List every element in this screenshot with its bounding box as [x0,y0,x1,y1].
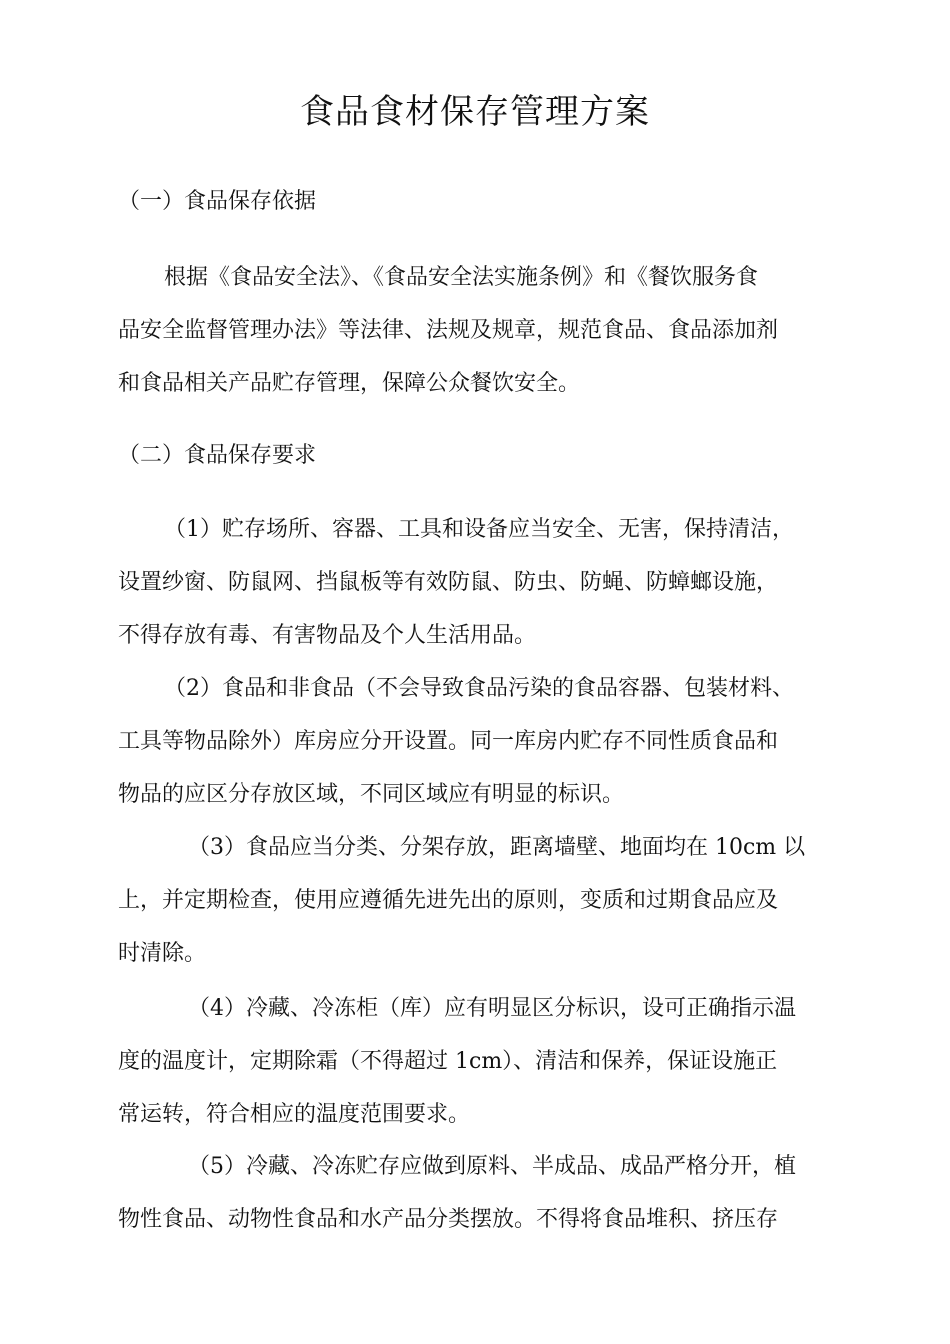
document-title: 食品食材保存管理方案 [300,92,650,132]
paragraph-line: （4）冷藏、冷冻柜（库）应有明显区分标识，设可正确指示温 [188,996,796,1021]
paragraph-line: 物性食品、动物性食品和水产品分类摆放。不得将食品堆积、挤压存 [118,1207,779,1232]
paragraph-requirement-5 [118,1140,832,1246]
section-heading-basis: （一）食品保存依据 [118,189,317,214]
paragraph-line: （1）贮存场所、容器、工具和设备应当安全、无害，保持清洁， [164,517,794,542]
paragraph-line: 不得存放有毒、有害物品及个人生活用品。 [118,623,537,648]
section-heading-requirements: （二）食品保存要求 [118,443,317,468]
paragraph-requirement-3 [118,821,832,980]
paragraph-line: （3）食品应当分类、分架存放，距离墙壁、地面均在 10cm 以 [188,835,806,860]
paragraph-line: 时清除。 [118,941,207,966]
paragraph-line: 上，并定期检查，使用应遵循先进先出的原则，变质和过期食品应及 [118,888,779,913]
paragraph-requirement-1 [118,503,832,662]
paragraph-requirement-4 [118,982,832,1141]
paragraph-requirement-2 [118,662,832,821]
paragraph-line: 品安全监督管理办法》等法律、法规及规章，规范食品、食品添加剂 [118,318,779,343]
paragraph-line: 根据《食品安全法》、《食品安全法实施条例》和《餐饮服务食 [164,265,759,290]
paragraph-line: 物品的应区分存放区域，不同区域应有明显的标识。 [118,782,625,807]
paragraph-line: （2）食品和非食品（不会导致食品污染的食品容器、包装材料、 [164,676,794,701]
paragraph-line: 常运转，符合相应的温度范围要求。 [118,1102,471,1127]
paragraph-line: 设置纱窗、防鼠网、挡鼠板等有效防鼠、防虫、防蝇、防蟑螂设施， [118,570,779,595]
paragraph-basis [118,251,832,410]
paragraph-line: 工具等物品除外）库房应分开设置。同一库房内贮存不同性质食品和 [118,729,779,754]
paragraph-line: 度的温度计，定期除霜（不得超过 1cm）、清洁和保养，保证设施正 [118,1049,778,1074]
paragraph-line: （5）冷藏、冷冻贮存应做到原料、半成品、成品严格分开，植 [188,1154,796,1179]
paragraph-line: 和食品相关产品贮存管理，保障公众餐饮安全。 [118,371,581,396]
